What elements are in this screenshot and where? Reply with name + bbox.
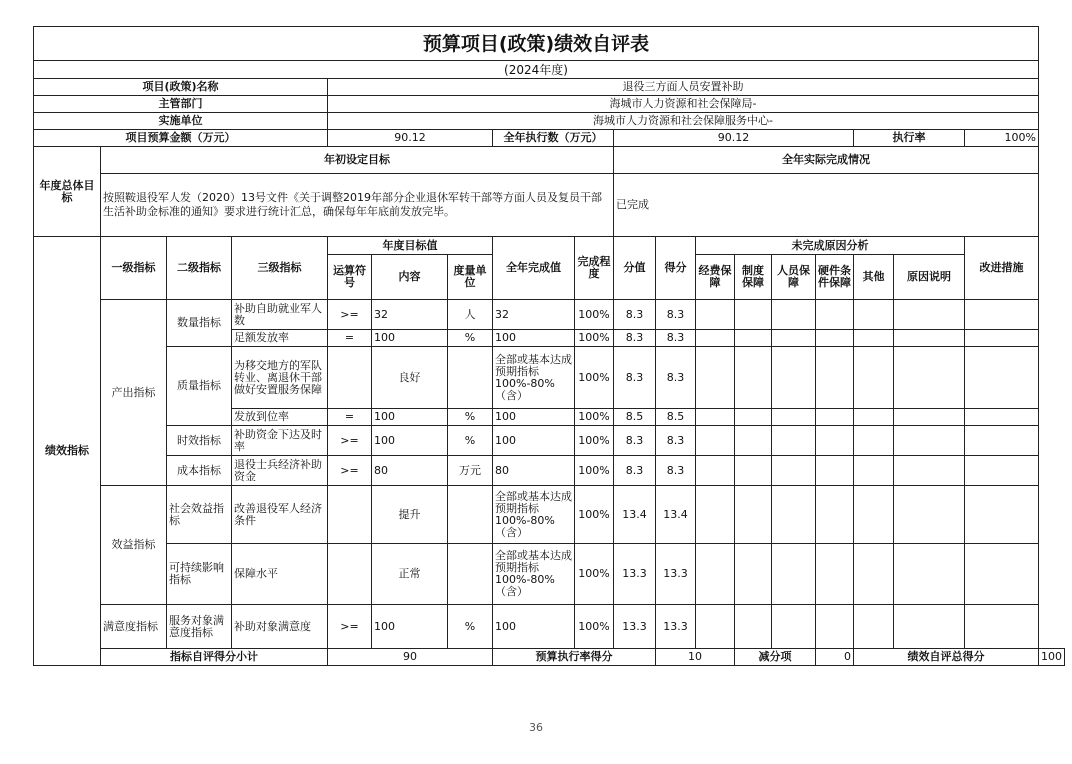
empty-cell bbox=[894, 300, 965, 330]
degree-cell: 100% bbox=[575, 544, 614, 605]
empty-cell bbox=[965, 544, 1039, 605]
empty-cell bbox=[894, 605, 965, 649]
level1-benefit: 效益指标 bbox=[101, 486, 167, 605]
operator-cell: >= bbox=[328, 605, 372, 649]
unit-cell: % bbox=[448, 605, 493, 649]
content-cell: 100 bbox=[372, 426, 448, 456]
level2-timeliness: 时效指标 bbox=[167, 426, 232, 456]
content-cell: 100 bbox=[372, 409, 448, 426]
actual-cell: 全部或基本达成预期指标100%-80%（含） bbox=[493, 347, 575, 409]
level2-cost: 成本指标 bbox=[167, 456, 232, 486]
rate-label: 执行率 bbox=[854, 130, 965, 147]
header-degree: 完成程度 bbox=[575, 237, 614, 300]
empty-cell bbox=[772, 456, 816, 486]
header-score: 分值 bbox=[614, 237, 656, 300]
empty-cell bbox=[696, 300, 735, 330]
empty-cell bbox=[696, 426, 735, 456]
empty-cell bbox=[854, 486, 894, 544]
empty-cell bbox=[854, 426, 894, 456]
header-unit: 度量单位 bbox=[448, 255, 493, 300]
exec-value: 90.12 bbox=[614, 130, 854, 147]
content-cell: 100 bbox=[372, 605, 448, 649]
goal-set-header: 年初设定目标 bbox=[101, 147, 614, 174]
score-cell: 13.4 bbox=[614, 486, 656, 544]
empty-cell bbox=[894, 544, 965, 605]
impl-value: 海城市人力资源和社会保障服务中心- bbox=[328, 113, 1039, 130]
operator-cell bbox=[328, 544, 372, 605]
empty-cell bbox=[965, 456, 1039, 486]
degree-cell: 100% bbox=[575, 330, 614, 347]
empty-cell bbox=[772, 486, 816, 544]
level3-indicator: 足额发放率 bbox=[232, 330, 328, 347]
empty-cell bbox=[735, 300, 772, 330]
budget-label: 项目预算金额（万元） bbox=[34, 130, 328, 147]
unit-cell: % bbox=[448, 330, 493, 347]
empty-cell bbox=[894, 426, 965, 456]
unit-cell: 人 bbox=[448, 300, 493, 330]
empty-cell bbox=[965, 347, 1039, 409]
got-cell: 13.3 bbox=[656, 605, 696, 649]
score-cell: 8.3 bbox=[614, 426, 656, 456]
header-op: 运算符号 bbox=[328, 255, 372, 300]
level2-quantity: 数量指标 bbox=[167, 300, 232, 347]
actual-cell: 100 bbox=[493, 330, 575, 347]
header-level3: 三级指标 bbox=[232, 237, 328, 300]
dept-label: 主管部门 bbox=[34, 96, 328, 113]
got-cell: 8.3 bbox=[656, 347, 696, 409]
score-cell: 8.3 bbox=[614, 456, 656, 486]
score-cell: 8.3 bbox=[614, 347, 656, 409]
impl-label: 实施单位 bbox=[34, 113, 328, 130]
empty-cell bbox=[965, 300, 1039, 330]
empty-cell bbox=[894, 347, 965, 409]
empty-cell bbox=[816, 347, 854, 409]
unit-cell: % bbox=[448, 426, 493, 456]
got-cell: 8.5 bbox=[656, 409, 696, 426]
empty-cell bbox=[735, 544, 772, 605]
score-cell: 13.3 bbox=[614, 544, 656, 605]
got-cell: 8.3 bbox=[656, 330, 696, 347]
actual-cell: 32 bbox=[493, 300, 575, 330]
budget-value: 90.12 bbox=[328, 130, 493, 147]
goal-set-text: 按照鞍退役军人发（2020）13号文件《关于调整2019年部分企业退休军转干部等方面人员及复员干部生活补助金标准的通知》要求进行统计汇总，确保每年年底前发放完毕。 bbox=[101, 174, 614, 237]
budget-score-value: 10 bbox=[656, 649, 735, 666]
got-cell: 13.3 bbox=[656, 544, 696, 605]
header-content: 内容 bbox=[372, 255, 448, 300]
empty-cell bbox=[735, 456, 772, 486]
empty-cell bbox=[854, 330, 894, 347]
empty-cell bbox=[735, 409, 772, 426]
content-cell: 正常 bbox=[372, 544, 448, 605]
empty-cell bbox=[735, 347, 772, 409]
level1-output: 产出指标 bbox=[101, 300, 167, 486]
deduct-value: 0 bbox=[816, 649, 854, 666]
empty-cell bbox=[965, 486, 1039, 544]
empty-cell bbox=[854, 544, 894, 605]
empty-cell bbox=[894, 486, 965, 544]
unit-cell bbox=[448, 347, 493, 409]
empty-cell bbox=[816, 456, 854, 486]
empty-cell bbox=[772, 330, 816, 347]
empty-cell bbox=[854, 605, 894, 649]
empty-cell bbox=[735, 330, 772, 347]
year-subtitle: (2024年度) bbox=[34, 61, 1039, 79]
perf-label: 绩效指标 bbox=[34, 237, 101, 666]
operator-cell bbox=[328, 347, 372, 409]
header-actual: 全年完成值 bbox=[493, 237, 575, 300]
total-score-value: 100 bbox=[1039, 649, 1065, 666]
actual-cell: 全部或基本达成预期指标100%-80%（含） bbox=[493, 544, 575, 605]
operator-cell: >= bbox=[328, 300, 372, 330]
goal-done-header: 全年实际完成情况 bbox=[614, 147, 1039, 174]
score-cell: 13.3 bbox=[614, 605, 656, 649]
deduct-label: 减分项 bbox=[735, 649, 816, 666]
operator-cell: = bbox=[328, 330, 372, 347]
empty-cell bbox=[816, 300, 854, 330]
empty-cell bbox=[696, 347, 735, 409]
content-cell: 良好 bbox=[372, 347, 448, 409]
empty-cell bbox=[894, 409, 965, 426]
page-number: 36 bbox=[529, 721, 543, 734]
empty-cell bbox=[772, 544, 816, 605]
evaluation-table bbox=[33, 26, 1065, 666]
empty-cell bbox=[735, 426, 772, 456]
score-cell: 8.3 bbox=[614, 330, 656, 347]
degree-cell: 100% bbox=[575, 409, 614, 426]
level3-indicator: 为移交地方的军队转业、离退休干部做好安置服务保障 bbox=[232, 347, 328, 409]
unit-cell: 万元 bbox=[448, 456, 493, 486]
header-reason-note: 原因说明 bbox=[894, 255, 965, 300]
unit-cell bbox=[448, 486, 493, 544]
unit-cell: % bbox=[448, 409, 493, 426]
empty-cell bbox=[816, 486, 854, 544]
empty-cell bbox=[735, 605, 772, 649]
degree-cell: 100% bbox=[575, 605, 614, 649]
got-cell: 13.4 bbox=[656, 486, 696, 544]
empty-cell bbox=[965, 605, 1039, 649]
level2-quality: 质量指标 bbox=[167, 347, 232, 426]
empty-cell bbox=[772, 300, 816, 330]
level1-satisfaction: 满意度指标 bbox=[101, 605, 167, 649]
empty-cell bbox=[696, 409, 735, 426]
level3-indicator: 退役士兵经济补助资金 bbox=[232, 456, 328, 486]
total-score-label: 绩效自评总得分 bbox=[854, 649, 1039, 666]
level2-sustainability: 可持续影响指标 bbox=[167, 544, 232, 605]
header-reason-system: 制度保障 bbox=[735, 255, 772, 300]
subtotal-label: 指标自评得分小计 bbox=[101, 649, 328, 666]
empty-cell bbox=[696, 330, 735, 347]
page-title: 预算项目(政策)绩效自评表 bbox=[34, 27, 1039, 61]
unit-cell bbox=[448, 544, 493, 605]
header-reason-fund: 经费保障 bbox=[696, 255, 735, 300]
empty-cell bbox=[894, 456, 965, 486]
degree-cell: 100% bbox=[575, 300, 614, 330]
header-fix: 改进措施 bbox=[965, 237, 1039, 300]
empty-cell bbox=[816, 544, 854, 605]
operator-cell: >= bbox=[328, 426, 372, 456]
empty-cell bbox=[772, 347, 816, 409]
level2-social: 社会效益指标 bbox=[167, 486, 232, 544]
header-reason-staff: 人员保障 bbox=[772, 255, 816, 300]
level3-indicator: 补助自助就业军人数 bbox=[232, 300, 328, 330]
empty-cell bbox=[696, 544, 735, 605]
empty-cell bbox=[772, 426, 816, 456]
got-cell: 8.3 bbox=[656, 426, 696, 456]
got-cell: 8.3 bbox=[656, 456, 696, 486]
actual-cell: 80 bbox=[493, 456, 575, 486]
empty-cell bbox=[965, 330, 1039, 347]
exec-label: 全年执行数（万元） bbox=[493, 130, 614, 147]
degree-cell: 100% bbox=[575, 426, 614, 456]
empty-cell bbox=[894, 330, 965, 347]
degree-cell: 100% bbox=[575, 486, 614, 544]
rate-value: 100% bbox=[965, 130, 1039, 147]
content-cell: 32 bbox=[372, 300, 448, 330]
empty-cell bbox=[735, 486, 772, 544]
empty-cell bbox=[854, 347, 894, 409]
degree-cell: 100% bbox=[575, 456, 614, 486]
empty-cell bbox=[854, 456, 894, 486]
goal-done-text: 已完成 bbox=[614, 174, 1039, 237]
empty-cell bbox=[772, 409, 816, 426]
got-cell: 8.3 bbox=[656, 300, 696, 330]
level3-indicator: 补助对象满意度 bbox=[232, 605, 328, 649]
empty-cell bbox=[816, 605, 854, 649]
dept-value: 海城市人力资源和社会保障局- bbox=[328, 96, 1039, 113]
content-cell: 提升 bbox=[372, 486, 448, 544]
level3-indicator: 发放到位率 bbox=[232, 409, 328, 426]
empty-cell bbox=[816, 330, 854, 347]
content-cell: 100 bbox=[372, 330, 448, 347]
level3-indicator: 保障水平 bbox=[232, 544, 328, 605]
header-got: 得分 bbox=[656, 237, 696, 300]
empty-cell bbox=[696, 456, 735, 486]
level2-service: 服务对象满意度指标 bbox=[167, 605, 232, 649]
empty-cell bbox=[696, 605, 735, 649]
score-cell: 8.5 bbox=[614, 409, 656, 426]
empty-cell bbox=[854, 409, 894, 426]
level3-indicator: 补助资金下达及时率 bbox=[232, 426, 328, 456]
header-reason-hardware: 硬件条件保障 bbox=[816, 255, 854, 300]
header-target: 年度目标值 bbox=[328, 237, 493, 255]
header-reason: 未完成原因分析 bbox=[696, 237, 965, 255]
operator-cell bbox=[328, 486, 372, 544]
header-level2: 二级指标 bbox=[167, 237, 232, 300]
subtotal-value: 90 bbox=[328, 649, 493, 666]
level3-indicator: 改善退役军人经济条件 bbox=[232, 486, 328, 544]
empty-cell bbox=[696, 486, 735, 544]
header-level1: 一级指标 bbox=[101, 237, 167, 300]
score-cell: 8.3 bbox=[614, 300, 656, 330]
project-name-label: 项目(政策)名称 bbox=[34, 79, 328, 96]
empty-cell bbox=[965, 409, 1039, 426]
actual-cell: 100 bbox=[493, 409, 575, 426]
goal-label: 年度总体目标 bbox=[34, 147, 101, 237]
empty-cell bbox=[965, 426, 1039, 456]
actual-cell: 全部或基本达成预期指标100%-80%（含） bbox=[493, 486, 575, 544]
empty-cell bbox=[854, 300, 894, 330]
empty-cell bbox=[816, 426, 854, 456]
actual-cell: 100 bbox=[493, 605, 575, 649]
header-reason-other: 其他 bbox=[854, 255, 894, 300]
budget-score-label: 预算执行率得分 bbox=[493, 649, 656, 666]
project-name-value: 退役三方面人员安置补助 bbox=[328, 79, 1039, 96]
content-cell: 80 bbox=[372, 456, 448, 486]
actual-cell: 100 bbox=[493, 426, 575, 456]
operator-cell: >= bbox=[328, 456, 372, 486]
empty-cell bbox=[772, 605, 816, 649]
degree-cell: 100% bbox=[575, 347, 614, 409]
empty-cell bbox=[816, 409, 854, 426]
operator-cell: = bbox=[328, 409, 372, 426]
